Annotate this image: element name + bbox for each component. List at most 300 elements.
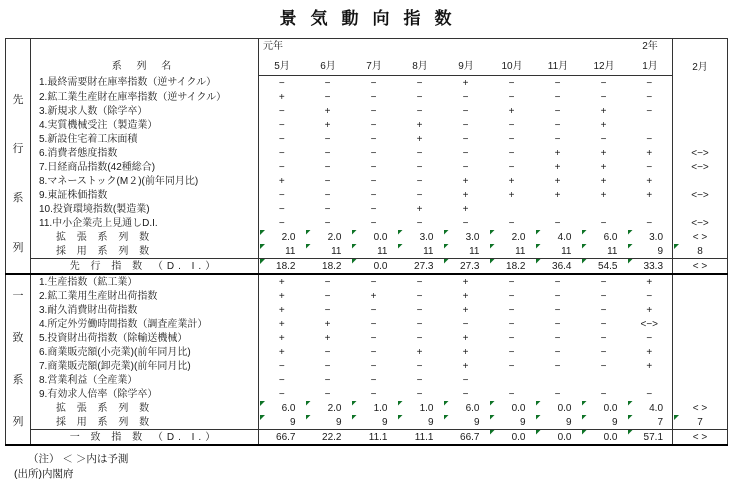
month-header: 6月 bbox=[320, 61, 336, 72]
value-cell-text: − bbox=[554, 217, 561, 229]
value-cell bbox=[535, 359, 581, 373]
value-cell bbox=[489, 160, 535, 174]
value-cell-text: + bbox=[508, 175, 515, 187]
comment-marker-icon bbox=[628, 430, 633, 435]
value-cell bbox=[351, 76, 397, 91]
value-cell bbox=[627, 230, 673, 244]
table-row bbox=[6, 345, 728, 359]
value-cell bbox=[305, 345, 351, 359]
value-cell-text: + bbox=[278, 91, 285, 103]
value-cell bbox=[627, 132, 673, 146]
era-second-label: 2年 bbox=[642, 41, 658, 52]
value-cell-text: − bbox=[278, 217, 285, 229]
value-cell bbox=[581, 303, 627, 317]
value-cell-text: 11 bbox=[561, 245, 572, 257]
comment-marker-icon bbox=[444, 401, 449, 406]
value-cell-text: − bbox=[324, 175, 331, 187]
value-cell-text: − bbox=[554, 388, 561, 400]
group-header-cell bbox=[6, 39, 31, 76]
value-cell-text: − bbox=[462, 91, 469, 103]
value-cell bbox=[581, 387, 627, 401]
indicator-table bbox=[5, 38, 728, 446]
value-cell bbox=[581, 216, 627, 230]
comment-marker-icon bbox=[352, 244, 357, 249]
value-cell bbox=[305, 90, 351, 104]
value-cell bbox=[397, 259, 443, 275]
value-cell-text: + bbox=[646, 346, 653, 358]
comment-marker-icon bbox=[582, 415, 587, 420]
value-cell-text: + bbox=[324, 105, 331, 117]
value-cell-text: < > bbox=[692, 260, 708, 272]
value-cell-text: 9 bbox=[381, 416, 388, 428]
value-cell bbox=[535, 303, 581, 317]
comment-marker-icon bbox=[536, 230, 541, 235]
comment-marker-icon bbox=[352, 401, 357, 406]
comment-marker-icon bbox=[536, 259, 541, 264]
value-cell-text: − bbox=[646, 332, 653, 344]
page-title: 景気動向指数 bbox=[279, 9, 466, 28]
table-row bbox=[6, 359, 728, 373]
series-name: 8.マネーストック(M２)(前年同月比) bbox=[31, 174, 259, 188]
table-row bbox=[6, 387, 728, 401]
value-cell bbox=[627, 401, 673, 415]
value-cell-text: − bbox=[600, 77, 607, 89]
value-cell-text: + bbox=[600, 105, 607, 117]
value-cell-text: 4.0 bbox=[649, 402, 664, 414]
value-cell bbox=[259, 188, 305, 202]
value-cell bbox=[443, 373, 489, 387]
value-cell bbox=[443, 132, 489, 146]
value-cell bbox=[627, 345, 673, 359]
value-cell bbox=[305, 146, 351, 160]
value-cell bbox=[305, 415, 351, 430]
value-cell bbox=[351, 317, 397, 331]
value-cell bbox=[535, 90, 581, 104]
value-cell-text: − bbox=[508, 133, 515, 145]
value-cell-text: − bbox=[462, 105, 469, 117]
value-cell-text: − bbox=[600, 346, 607, 358]
value-cell-text: − bbox=[370, 217, 377, 229]
value-cell-text: − bbox=[370, 189, 377, 201]
value-cell-text: 9 bbox=[657, 245, 664, 257]
value-cell bbox=[673, 345, 728, 359]
value-cell bbox=[259, 76, 305, 91]
table-row bbox=[6, 303, 728, 317]
value-cell bbox=[535, 216, 581, 230]
comment-marker-icon bbox=[260, 244, 265, 249]
value-cell-text: 33.3 bbox=[643, 260, 664, 272]
series-name: 先 行 指 数 （D. I.） bbox=[31, 259, 259, 275]
value-cell bbox=[581, 244, 627, 259]
value-cell-text: − bbox=[554, 133, 561, 145]
value-cell bbox=[305, 76, 351, 91]
value-cell bbox=[259, 146, 305, 160]
group-label-char: 先 bbox=[12, 93, 24, 106]
value-cell-text: 1.0 bbox=[373, 402, 388, 414]
value-cell bbox=[581, 359, 627, 373]
month-header: 11月 bbox=[547, 61, 569, 72]
value-cell-text: − bbox=[462, 147, 469, 159]
comment-marker-icon bbox=[536, 415, 541, 420]
value-cell-text: − bbox=[600, 290, 607, 302]
value-cell-text: − bbox=[554, 119, 561, 131]
value-cell-text: − bbox=[370, 147, 377, 159]
value-cell-text: − bbox=[508, 290, 515, 302]
series-name: 2.鉱工業生産財在庫率指数（逆サイクル） bbox=[31, 90, 259, 104]
value-cell bbox=[489, 401, 535, 415]
value-cell bbox=[627, 202, 673, 216]
value-cell-text: − bbox=[416, 332, 423, 344]
value-cell bbox=[489, 373, 535, 387]
value-cell-text: − bbox=[416, 276, 423, 288]
value-cell bbox=[673, 118, 728, 132]
group-label-char: 列 bbox=[12, 241, 24, 254]
value-cell-text: + bbox=[416, 133, 423, 145]
value-cell bbox=[305, 387, 351, 401]
value-cell bbox=[489, 415, 535, 430]
value-cell-text: − bbox=[600, 276, 607, 288]
value-cell-text: − bbox=[646, 133, 653, 145]
value-cell bbox=[627, 118, 673, 132]
value-cell bbox=[259, 430, 305, 446]
value-cell bbox=[627, 415, 673, 430]
value-cell-text: 6.0 bbox=[281, 402, 296, 414]
series-name-header: 系 列 名 bbox=[31, 39, 259, 76]
value-cell-text: − bbox=[278, 133, 285, 145]
series-name: 3.新規求人数（除学卒） bbox=[31, 104, 259, 118]
value-cell-text: − bbox=[508, 217, 515, 229]
value-cell bbox=[535, 345, 581, 359]
value-cell bbox=[443, 230, 489, 244]
value-cell-text: − bbox=[416, 290, 423, 302]
value-cell-text: < > bbox=[692, 402, 708, 414]
value-cell bbox=[489, 274, 535, 289]
value-cell bbox=[397, 359, 443, 373]
value-cell-text: − bbox=[324, 133, 331, 145]
value-cell bbox=[673, 401, 728, 415]
value-cell bbox=[489, 90, 535, 104]
value-cell-text: − bbox=[600, 332, 607, 344]
value-cell-text: + bbox=[600, 161, 607, 173]
value-cell bbox=[351, 359, 397, 373]
series-name: 2.鉱工業用生産財出荷指数 bbox=[31, 289, 259, 303]
value-cell-text: 3.0 bbox=[419, 231, 434, 243]
value-cell-text: 2.0 bbox=[327, 402, 342, 414]
value-cell bbox=[443, 259, 489, 275]
comment-marker-icon bbox=[628, 415, 633, 420]
value-cell-text: − bbox=[508, 276, 515, 288]
value-cell bbox=[443, 202, 489, 216]
value-cell-text: − bbox=[324, 189, 331, 201]
value-cell bbox=[397, 118, 443, 132]
value-cell bbox=[581, 430, 627, 446]
value-cell bbox=[397, 289, 443, 303]
value-cell-text: + bbox=[646, 276, 653, 288]
value-cell-text: + bbox=[646, 147, 653, 159]
footnotes bbox=[14, 452, 128, 482]
value-cell bbox=[627, 359, 673, 373]
value-cell-text: − bbox=[462, 374, 469, 386]
comment-marker-icon bbox=[490, 430, 495, 435]
comment-marker-icon bbox=[306, 415, 311, 420]
comment-marker-icon bbox=[582, 401, 587, 406]
series-name: 採 用 系 列 数 bbox=[31, 415, 259, 430]
value-cell-text: 66.7 bbox=[276, 431, 296, 443]
value-cell-text: − bbox=[462, 217, 469, 229]
value-cell-text: 36.4 bbox=[552, 260, 572, 272]
series-name: 5.投資財出荷指数（除輸送機械） bbox=[31, 331, 259, 345]
value-cell bbox=[443, 104, 489, 118]
value-cell-text: < > bbox=[692, 231, 708, 243]
value-cell bbox=[627, 373, 673, 387]
value-cell-text: + bbox=[324, 332, 331, 344]
value-cell bbox=[535, 230, 581, 244]
value-cell bbox=[351, 132, 397, 146]
value-cell bbox=[443, 216, 489, 230]
value-cell-text: − bbox=[370, 374, 377, 386]
value-cell bbox=[305, 230, 351, 244]
value-cell-text: − bbox=[646, 77, 653, 89]
value-cell bbox=[627, 289, 673, 303]
table-row bbox=[6, 230, 728, 244]
series-name: 4.所定外労働時間指数（調査産業計） bbox=[31, 317, 259, 331]
value-cell-text: − bbox=[324, 304, 331, 316]
table-row bbox=[6, 76, 728, 91]
value-cell-text: − bbox=[370, 360, 377, 372]
value-cell-text: − bbox=[416, 374, 423, 386]
comment-marker-icon bbox=[352, 259, 357, 264]
value-cell-text: + bbox=[416, 203, 423, 215]
note-source: (出所)内閣府 bbox=[14, 468, 74, 480]
value-cell-text: − bbox=[600, 91, 607, 103]
value-cell-text: + bbox=[462, 304, 469, 316]
value-cell bbox=[581, 373, 627, 387]
value-cell-text: + bbox=[508, 189, 515, 201]
value-cell-text: − bbox=[324, 217, 331, 229]
comment-marker-icon bbox=[352, 415, 357, 420]
value-cell bbox=[581, 90, 627, 104]
value-cell-text: + bbox=[462, 346, 469, 358]
value-cell bbox=[673, 415, 728, 430]
comment-marker-icon bbox=[306, 244, 311, 249]
value-cell-text: 0.0 bbox=[603, 402, 618, 414]
value-cell-text: 0.0 bbox=[511, 402, 526, 414]
value-cell bbox=[673, 317, 728, 331]
value-cell bbox=[535, 174, 581, 188]
value-cell bbox=[351, 188, 397, 202]
value-cell-text: − bbox=[324, 203, 331, 215]
value-cell bbox=[581, 331, 627, 345]
value-cell bbox=[581, 317, 627, 331]
value-cell bbox=[627, 259, 673, 275]
value-cell-text: − bbox=[600, 304, 607, 316]
value-cell-text: − bbox=[324, 77, 331, 89]
value-cell-text: − bbox=[370, 105, 377, 117]
value-cell bbox=[673, 303, 728, 317]
value-cell-text: 11 bbox=[285, 245, 296, 257]
value-cell-text: − bbox=[324, 147, 331, 159]
value-cell bbox=[259, 274, 305, 289]
value-cell-text: − bbox=[646, 388, 653, 400]
value-cell bbox=[305, 259, 351, 275]
value-cell-text: + bbox=[554, 175, 561, 187]
value-cell-text: + bbox=[278, 304, 285, 316]
value-cell bbox=[351, 430, 397, 446]
value-cell bbox=[581, 132, 627, 146]
comment-marker-icon bbox=[582, 430, 587, 435]
series-name: 5.新設住宅着工床面積 bbox=[31, 132, 259, 146]
value-cell-text: − bbox=[324, 276, 331, 288]
value-cell bbox=[305, 373, 351, 387]
value-cell-text: − bbox=[278, 360, 285, 372]
value-cell bbox=[351, 174, 397, 188]
series-name: 6.消費者態度指数 bbox=[31, 146, 259, 160]
value-cell-text: − bbox=[416, 217, 423, 229]
value-cell-text: − bbox=[462, 318, 469, 330]
value-cell bbox=[397, 415, 443, 430]
value-cell bbox=[259, 401, 305, 415]
value-cell bbox=[259, 289, 305, 303]
series-name: 4.実質機械受注（製造業） bbox=[31, 118, 259, 132]
value-cell bbox=[259, 259, 305, 275]
value-cell-text: − bbox=[416, 161, 423, 173]
value-cell bbox=[535, 401, 581, 415]
value-cell-text: + bbox=[646, 189, 653, 201]
value-cell bbox=[627, 90, 673, 104]
value-cell bbox=[673, 174, 728, 188]
value-cell bbox=[397, 202, 443, 216]
value-cell-text: 0.0 bbox=[557, 431, 572, 443]
value-cell-text: <−> bbox=[691, 189, 709, 201]
value-cell-text: − bbox=[416, 360, 423, 372]
value-cell bbox=[673, 230, 728, 244]
value-cell-text: 11 bbox=[377, 245, 388, 257]
value-cell bbox=[305, 160, 351, 174]
value-cell bbox=[305, 202, 351, 216]
comment-marker-icon bbox=[490, 230, 495, 235]
value-cell bbox=[259, 373, 305, 387]
month-header: 9月 bbox=[458, 61, 474, 72]
value-cell bbox=[535, 274, 581, 289]
value-cell-text: − bbox=[554, 276, 561, 288]
value-cell bbox=[259, 104, 305, 118]
value-cell bbox=[305, 401, 351, 415]
value-cell bbox=[489, 331, 535, 345]
comment-marker-icon bbox=[536, 244, 541, 249]
value-cell bbox=[259, 359, 305, 373]
table-row bbox=[6, 244, 728, 259]
value-cell bbox=[351, 345, 397, 359]
series-name: 7.商業販売額(卸売業)(前年同月比) bbox=[31, 359, 259, 373]
value-cell bbox=[535, 289, 581, 303]
value-cell bbox=[535, 202, 581, 216]
value-cell-text: 0.0 bbox=[373, 260, 388, 272]
value-cell-text: + bbox=[554, 161, 561, 173]
series-name: 7.日経商品指数(42種総合) bbox=[31, 160, 259, 174]
comment-marker-icon bbox=[674, 244, 679, 249]
value-cell bbox=[627, 274, 673, 289]
value-cell bbox=[397, 244, 443, 259]
value-cell-text: 27.3 bbox=[460, 260, 480, 272]
value-cell-text: + bbox=[508, 105, 515, 117]
value-cell-text: − bbox=[370, 346, 377, 358]
value-cell bbox=[535, 118, 581, 132]
value-cell bbox=[673, 387, 728, 401]
value-cell bbox=[489, 118, 535, 132]
value-cell bbox=[397, 317, 443, 331]
value-cell-text: + bbox=[462, 332, 469, 344]
value-cell bbox=[351, 289, 397, 303]
value-cell bbox=[627, 174, 673, 188]
value-cell bbox=[581, 146, 627, 160]
value-cell bbox=[443, 160, 489, 174]
series-name: 9.有効求人倍率（除学卒） bbox=[31, 387, 259, 401]
value-cell-text: 9 bbox=[519, 416, 526, 428]
value-cell bbox=[673, 160, 728, 174]
value-cell-text: 3.0 bbox=[649, 231, 664, 243]
value-cell-text: − bbox=[646, 161, 653, 173]
value-cell bbox=[397, 345, 443, 359]
series-name: 11.中小企業売上見通しD.I. bbox=[31, 216, 259, 230]
value-cell bbox=[305, 331, 351, 345]
value-cell-text: − bbox=[416, 91, 423, 103]
value-cell bbox=[489, 202, 535, 216]
value-cell bbox=[489, 216, 535, 230]
value-cell-text: <−> bbox=[691, 161, 709, 173]
era-first-label: 元年 bbox=[263, 41, 283, 52]
value-cell bbox=[397, 104, 443, 118]
value-cell bbox=[397, 174, 443, 188]
table-row bbox=[6, 146, 728, 160]
value-cell bbox=[489, 146, 535, 160]
value-cell bbox=[489, 188, 535, 202]
value-cell bbox=[351, 387, 397, 401]
value-cell bbox=[673, 132, 728, 146]
value-cell bbox=[673, 104, 728, 118]
comment-marker-icon bbox=[398, 244, 403, 249]
value-cell-text: − bbox=[554, 346, 561, 358]
value-cell-text: 9 bbox=[335, 416, 342, 428]
value-cell bbox=[305, 104, 351, 118]
value-cell bbox=[443, 90, 489, 104]
value-cell-text: 0.0 bbox=[373, 231, 388, 243]
value-cell bbox=[443, 174, 489, 188]
comment-marker-icon bbox=[398, 401, 403, 406]
value-cell bbox=[259, 90, 305, 104]
value-cell bbox=[351, 104, 397, 118]
value-cell-text: + bbox=[416, 119, 423, 131]
value-cell bbox=[351, 216, 397, 230]
value-cell bbox=[305, 216, 351, 230]
value-cell bbox=[627, 76, 673, 91]
comment-marker-icon bbox=[444, 230, 449, 235]
value-cell-text: − bbox=[462, 119, 469, 131]
value-cell bbox=[535, 160, 581, 174]
value-cell bbox=[581, 274, 627, 289]
comment-marker-icon bbox=[444, 415, 449, 420]
value-cell bbox=[351, 303, 397, 317]
value-cell bbox=[581, 76, 627, 91]
value-cell bbox=[305, 188, 351, 202]
value-cell bbox=[581, 230, 627, 244]
value-cell-text: − bbox=[508, 304, 515, 316]
month-header: 8月 bbox=[412, 61, 428, 72]
value-cell-text: − bbox=[370, 388, 377, 400]
value-cell bbox=[489, 174, 535, 188]
value-cell bbox=[305, 132, 351, 146]
value-cell-text: 1.0 bbox=[419, 402, 434, 414]
month-header: 5月 bbox=[274, 61, 290, 72]
